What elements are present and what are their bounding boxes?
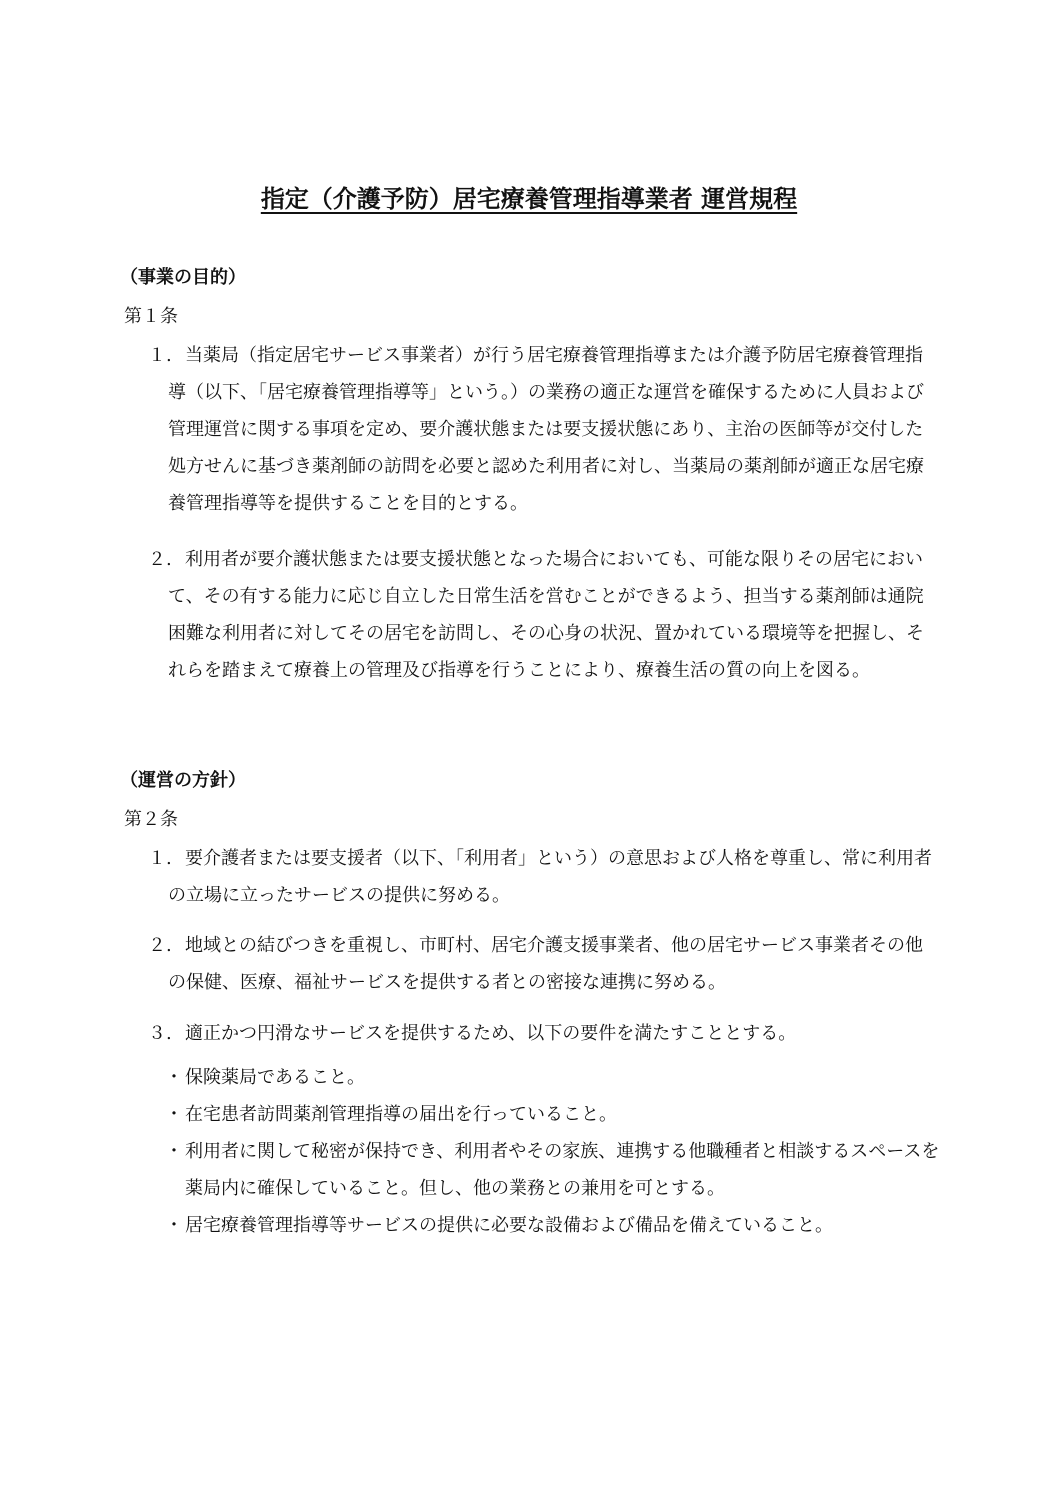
item-number: ２.	[148, 935, 172, 956]
list-item	[165, 1096, 940, 1133]
requirements-list	[165, 1059, 940, 1244]
article-label-2: 第２条	[124, 809, 178, 830]
document-title-text: 指定（介護予防）居宅療養管理指導業者 運営規程	[260, 185, 798, 213]
list-item	[165, 1059, 940, 1096]
bullet-mark: ・	[165, 1104, 183, 1125]
item-number: １.	[148, 345, 172, 366]
item-number: １.	[148, 848, 172, 869]
article-2-item-3	[148, 1015, 938, 1052]
document-title	[0, 181, 1058, 217]
item-text: 要介護者または要支援者（以下、「利用者」という）の意思および人格を尊重し、常に利用者の立場に立ったサービスの提供に努める。	[168, 848, 932, 906]
bullet-mark: ・	[165, 1067, 183, 1088]
bullet-mark: ・	[165, 1141, 183, 1162]
article-1-item-1	[148, 337, 938, 522]
bullet-text: 居宅療養管理指導等サービスの提供に必要な設備および備品を備えていること。	[185, 1215, 833, 1236]
item-text: 利用者が要介護状態または要支援状態となった場合においても、可能な限りその居宅において、その有する能力に応じ自立した日常生活を営むことができるよう、担当する薬剤師は通院困難な利用者に対してその居宅を訪問し、その心身の状況、置かれている環境等を把握し、それらを踏まえて療養上の管理及び指導を行うことにより、療養生活の質の向上を図る。	[168, 549, 924, 681]
section-heading-policy: （運営の方針）	[120, 770, 246, 791]
item-text: 地域との結びつきを重視し、市町村、居宅介護支援事業者、他の居宅サービス事業者その他の保健、医療、福祉サービスを提供する者との密接な連携に努める。	[168, 935, 923, 993]
item-text: 適正かつ円滑なサービスを提供するため、以下の要件を満たすこととする。	[185, 1023, 797, 1044]
section-heading-purpose: （事業の目的）	[120, 267, 246, 288]
article-label-1: 第１条	[124, 306, 178, 327]
article-1-item-2	[148, 541, 938, 689]
bullet-text: 保険薬局であること。	[185, 1067, 365, 1088]
list-item	[165, 1207, 940, 1244]
bullet-text: 在宅患者訪問薬剤管理指導の届出を行っていること。	[185, 1104, 617, 1125]
item-number: ２.	[148, 549, 172, 570]
article-2-item-1	[148, 840, 938, 914]
list-item	[165, 1133, 940, 1207]
item-number: ３.	[148, 1023, 172, 1044]
bullet-text: 利用者に関して秘密が保持でき、利用者やその家族、連携する他職種者と相談するスペースを薬局内に確保していること。但し、他の業務との兼用を可とする。	[185, 1141, 940, 1199]
bullet-mark: ・	[165, 1215, 183, 1236]
article-2-item-2	[148, 927, 938, 1001]
item-text: 当薬局（指定居宅サービス事業者）が行う居宅療養管理指導または介護予防居宅療養管理指導（以下、「居宅療養管理指導等」という。）の業務の適正な運営を確保するために人員および管理運営に関する事項を定め、要介護状態または要支援状態にあり、主治の医師等が交付した処方せんに基づき薬剤師の訪問を必要と認めた利用者に対し、当薬局の薬剤師が適正な居宅療養管理指導等を提供することを目的とする。	[168, 345, 924, 514]
